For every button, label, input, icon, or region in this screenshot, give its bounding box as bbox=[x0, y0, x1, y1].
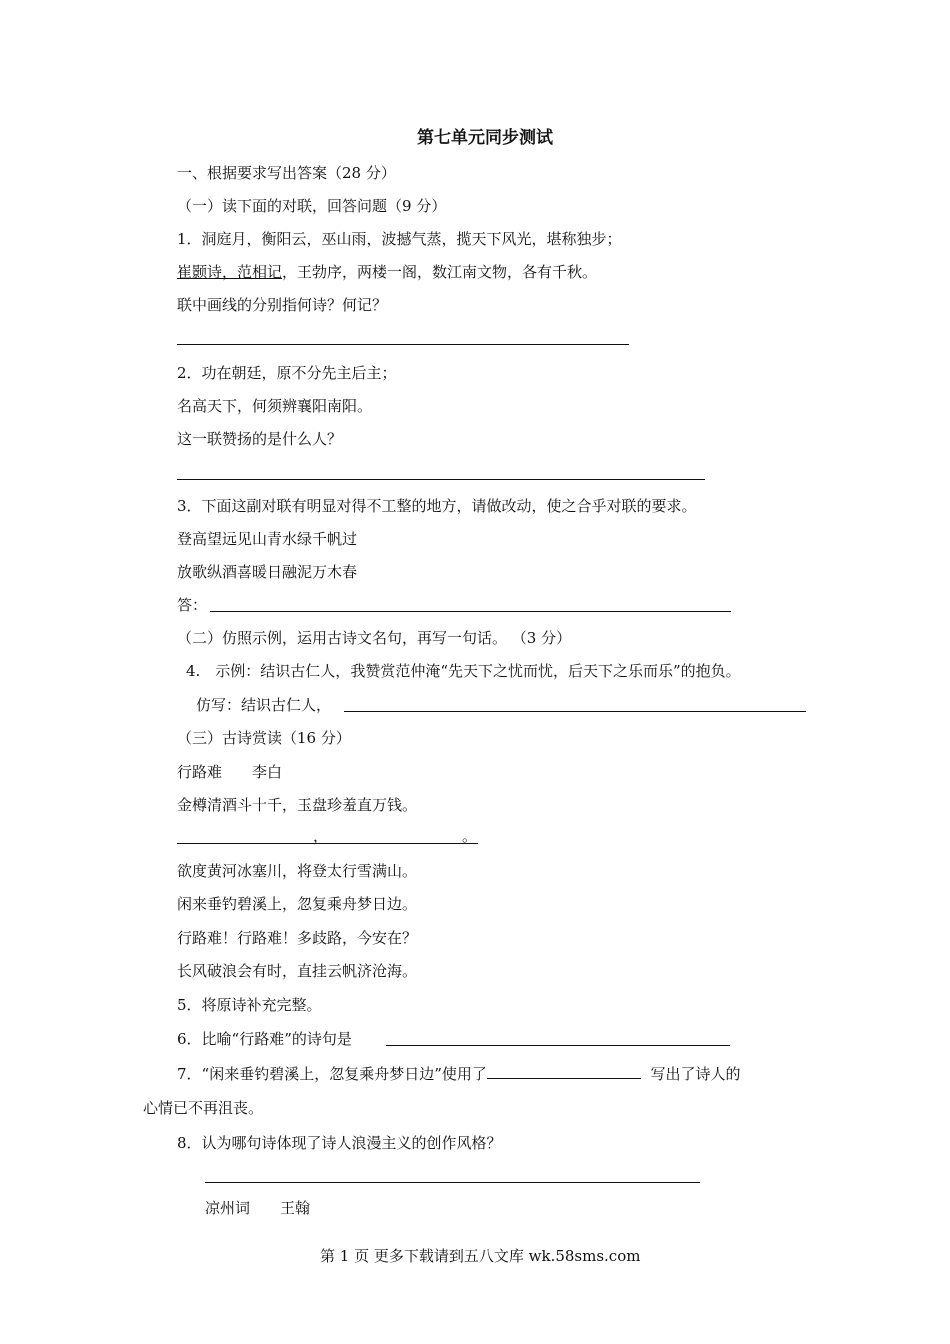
q1-underlined-text: 崔颢诗，范相记 bbox=[177, 263, 283, 281]
page-footer: 第 1 页 更多下载请到五八文库 wk.58sms.com bbox=[320, 1247, 641, 1265]
q7-suffix: 写出了诗人的 bbox=[650, 1065, 741, 1083]
q2-answer-line bbox=[177, 479, 705, 480]
q3-answer-label: 答： bbox=[177, 596, 208, 614]
q7-prefix: 7．“闲来垂钓碧溪上，忽复乘舟梦日边”使用了 bbox=[177, 1065, 487, 1083]
subsection-2-heading: （二）仿照示例，运用古诗文名句，再写一句话。 （3 分） bbox=[177, 629, 572, 647]
section-1-heading: 一、根据要求写出答案（28 分） bbox=[177, 164, 396, 182]
q3-couplet-2: 放歌纵酒喜暖日融泥万木春 bbox=[177, 563, 358, 581]
poem1-fill-period: 。 bbox=[462, 827, 478, 845]
q3-answer-line bbox=[210, 611, 731, 612]
q7-line2: 心情已不再沮丧。 bbox=[143, 1099, 264, 1117]
q8: 8．认为哪句诗体现了诗人浪漫主义的创作风格？ bbox=[177, 1134, 502, 1152]
q3-line1: 3．下面这副对联有明显对得不工整的地方，请做改动，使之合乎对联的要求。 bbox=[177, 497, 697, 515]
subsection-1-heading: （一）读下面的对联，回答问题（9 分） bbox=[177, 197, 447, 215]
q7-line1 bbox=[177, 1062, 740, 1084]
poem1-line1: 金樽清酒斗十千，玉盘珍羞直万钱。 bbox=[177, 796, 418, 814]
subsection-3-heading: （三）古诗赏读（16 分） bbox=[177, 729, 351, 747]
q1-line2-rest: ，王勃序，两楼一阁，数江南文物，各有千秋。 bbox=[282, 263, 598, 281]
poem1-line6: 长风破浪会有时，直挂云帆济沧海。 bbox=[177, 962, 418, 980]
q2-line2: 名高天下，何须辨襄阳南阳。 bbox=[177, 397, 373, 415]
q1-line1: 1．洞庭月，衡阳云，巫山雨，波撼气蒸，揽天下风光，堪称独步； bbox=[177, 230, 622, 248]
poem2-heading: 凉州词 王翰 bbox=[205, 1199, 311, 1217]
poem1-fill-comma: ， bbox=[313, 827, 329, 845]
poem1-line4: 闲来垂钓碧溪上，忽复乘舟梦日边。 bbox=[177, 895, 418, 913]
poem1-line5: 行路难！行路难！多歧路，今安在？ bbox=[177, 929, 418, 947]
q1-line2 bbox=[177, 262, 597, 282]
poem1-line3: 欲度黄河冰塞川，将登太行雪满山。 bbox=[177, 862, 418, 880]
page-title: 第七单元同步测试 bbox=[417, 128, 553, 148]
q4-example: 4. 示例：结识古仁人，我赞赏范仲淹“先天下之忧而忧，后天下之乐而乐”的抱负。 bbox=[186, 662, 741, 680]
q5: 5．将原诗补充完整。 bbox=[177, 996, 322, 1014]
q1-answer-line bbox=[177, 344, 629, 345]
q6: 6．比喻“行路难”的诗句是 bbox=[177, 1030, 352, 1048]
q7-answer-blank bbox=[487, 1062, 641, 1079]
q8-answer-line bbox=[205, 1182, 700, 1183]
q4-imitate-label: 仿写：结识古仁人， bbox=[196, 696, 332, 714]
q4-answer-line bbox=[344, 711, 806, 712]
q6-answer-line bbox=[386, 1045, 730, 1046]
poem1-heading: 行路难 李白 bbox=[177, 763, 283, 781]
q3-couplet-1: 登高望远见山青水绿千帆过 bbox=[177, 530, 358, 548]
q2-question: 这一联赞扬的是什么人？ bbox=[177, 430, 343, 448]
q2-line1: 2．功在朝廷，原不分先主后主； bbox=[177, 364, 397, 382]
q1-question: 联中画线的分别指何诗？何记？ bbox=[177, 296, 388, 314]
